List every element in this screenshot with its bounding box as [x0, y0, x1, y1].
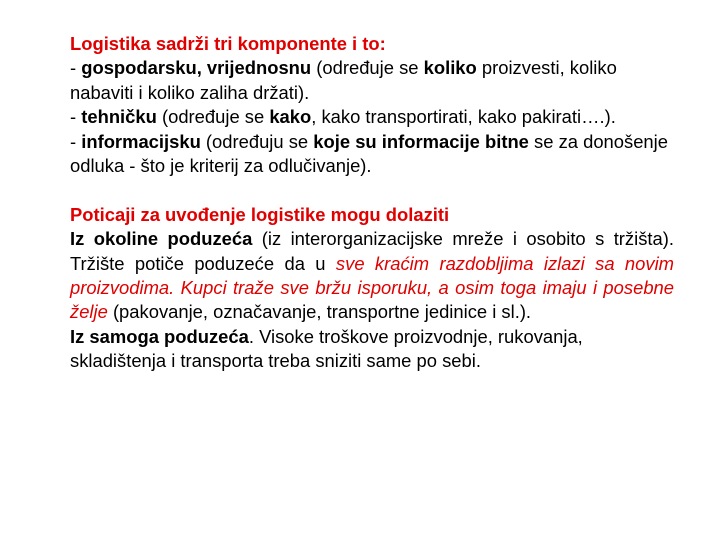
- component-prefix: -: [70, 130, 82, 152]
- driver-term: Iz okoline poduzeća: [70, 228, 253, 250]
- driver-text: (pakovanje, označavanje, transportne jedinice i sl.).: [107, 301, 532, 323]
- slide-content: [70, 32, 674, 374]
- logistics-drivers-block: [70, 203, 674, 374]
- component-keyword: koliko: [423, 57, 477, 79]
- component-prefix: -: [70, 106, 82, 128]
- component-keyword: koje su informacije bitne: [313, 130, 529, 152]
- component-prefix: -: [70, 57, 82, 79]
- component-text: (određuju se: [200, 130, 314, 152]
- component-term: gospodarsku, vrijednosnu: [81, 57, 312, 79]
- component-text: proizvesti, koliko nabaviti i koliko zaliha držati).: [70, 57, 617, 103]
- driver-emphasis: sve kraćim razdobljima izlazi sa novim proizvodima. Kupci traže sve bržu isporuku, a osim toga imaju i posebne želje: [70, 252, 674, 323]
- driver-text: (iz interorganizacijske mreže i osobito s tržišta). Tržište potiče poduzeće da u: [70, 228, 674, 274]
- component-keyword: kako: [269, 106, 312, 128]
- logistics-components-block: [70, 32, 674, 178]
- driver-environment: [70, 227, 674, 325]
- components-heading: Logistika sadrži tri komponente i to:: [70, 33, 386, 54]
- driver-term: Iz samoga poduzeća: [70, 325, 249, 347]
- driver-text: . Visoke troškove proizvodnje, rukovanja, skladištenja i transporta treba sniziti same po sebi.: [70, 325, 583, 372]
- component-text: se za donošenje odluka - što je kriterij za odlučivanje).: [70, 130, 668, 177]
- drivers-heading: Poticaji za uvođenje logistike mogu dolaziti: [70, 203, 450, 225]
- component-text: (određuje se: [311, 57, 424, 79]
- spacer: [70, 178, 674, 202]
- component-term: informacijsku: [81, 130, 201, 152]
- component-economic: [70, 56, 674, 105]
- component-informational: [70, 130, 674, 179]
- component-text: , kako transportirati, kako pakirati….).: [311, 106, 616, 128]
- component-term: tehničku: [81, 106, 157, 128]
- component-technical: [70, 105, 674, 129]
- component-text: (određuje se: [156, 106, 270, 128]
- driver-internal: [70, 325, 674, 374]
